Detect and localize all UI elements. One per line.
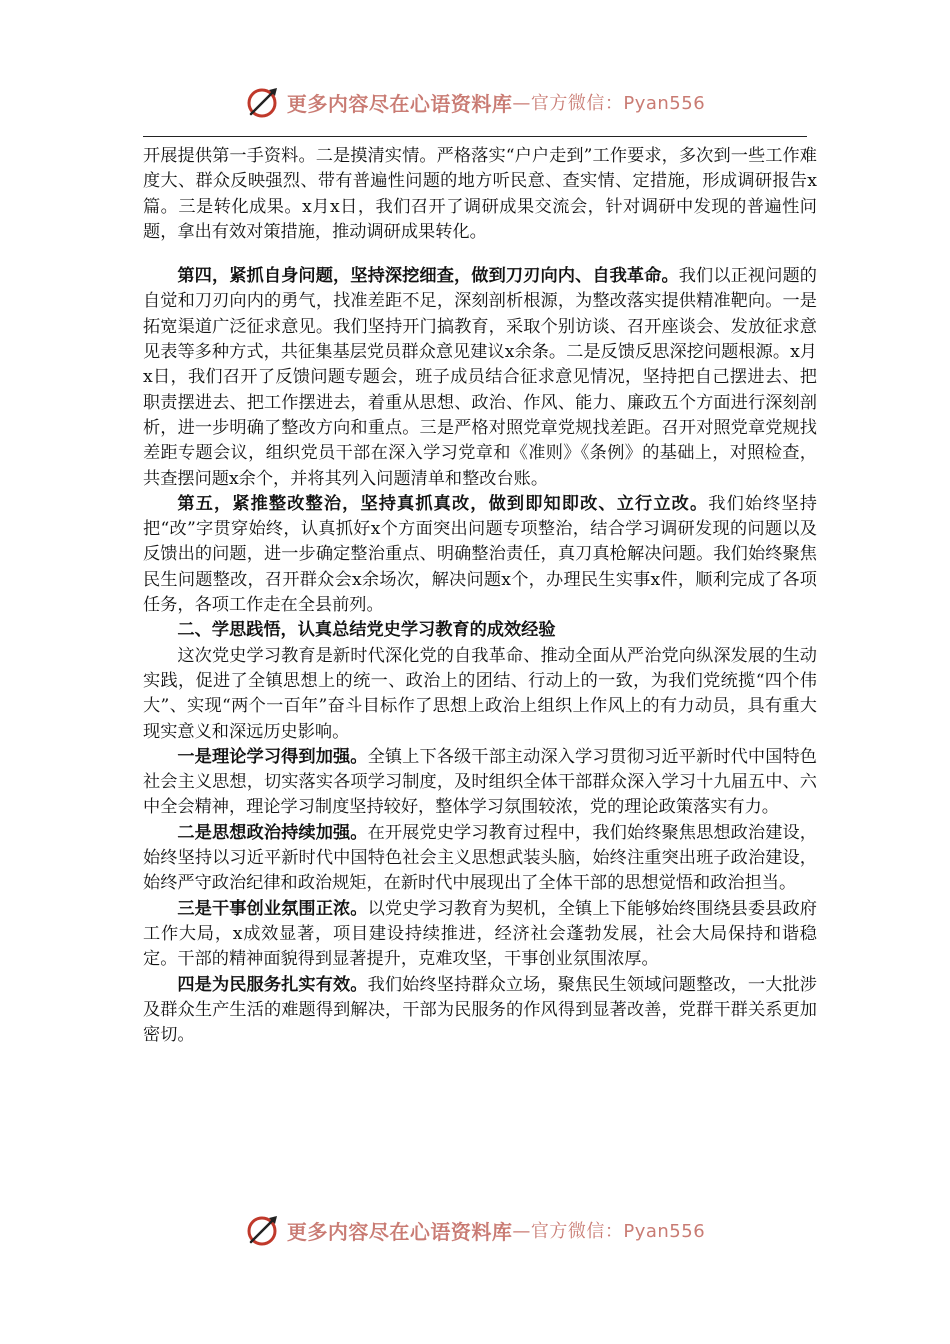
paragraph-lead: 第五，紧推整改整治，坚持真抓真改，做到即知即改、立行立改。 [177,493,709,514]
paragraph-text: 这次党史学习教育是新时代深化党的自我革命、推动全面从严治党向纵深发展的生动实践，促进了全镇思想上的统一、政治上的团结、行动上的一致，为我们党统揽“四个伟大”、实现“两个一百年”奋斗目标作了思想上政治上组织上作风上的有力动员，具有重大现实意义和深远历史影响。 [143,645,817,742]
banner-wechat-id: —官方微信：Pyan556 [512,1221,706,1242]
banner-brand-title: 更多内容尽在心语资料库 [286,91,513,116]
paragraph-text: 我们始终坚持把“改”字贯穿始终，认真抓好x个方面突出问题专项整治，结合学习调研发现的问题以及反馈出的问题，进一步确定整治重点、明确整治责任，真刀真枪解决问题。我们始终聚焦民生问题整改，召开群众会x余场次，解决问题x个，办理民生实事x件，顺利完成了各项任务，各项工作走在全县前列。 [143,493,817,616]
paragraph-lead: 一是理论学习得到加强。 [177,746,368,767]
paragraph-text: 在开展党史学习教育过程中，我们始终聚焦思想政治建设，始终坚持以习近平新时代中国特色社会主义思想武装头脑，始终注重突出班子政治建设，始终严守政治纪律和政治规矩，在新时代中展现出了全体干部的思想觉悟和政治担当。 [143,822,817,894]
paragraph-text: 我们始终坚持群众立场，聚焦民生领域问题整改，一大批涉及群众生产生活的难题得到解决，干部为民服务的作风得到显著改善，党群干群关系更加密切。 [143,974,817,1046]
section-heading [143,618,817,643]
paragraph-8 [143,897,817,973]
paragraph-lead: 三是干事创业氛围正浓。 [177,898,368,919]
document-body [143,144,817,1048]
banner-wechat-id: —官方微信：Pyan556 [512,93,706,114]
pen-logo-icon [245,84,281,120]
paragraph-text: 以党史学习教育为契机，全镇上下能够始终围绕县委县政府工作大局，x成效显著，项目建设持续推进，经济社会蓬勃发展，社会大局保持和谐稳定。干部的精神面貌得到显著提升，克难攻坚，干事创业氛围浓厚。 [143,898,817,970]
paragraph-text: 我们以正视问题的自觉和刀刃向内的勇气，找准差距不足，深刻剖析根源，为整改落实提供精准靶向。一是拓宽渠道广泛征求意见。我们坚持开门搞教育，采取个别访谈、召开座谈会、发放征求意见表等多种方式，共征集基层党员群众意见建议x余条。二是反馈反思深挖问题根源。x月x日，我们召开了反馈问题专题会，班子成员结合征求意见情况，坚持把自己摆进去、把职责摆进去、把工作摆进去，着重从思想、政治、作风、能力、廉政五个方面进行深刻剖析，进一步明确了整改方向和重点。三是严格对照党章党规找差距。召开对照党章党规找差距专题会议，组织党员干部在深入学习党章和《准则》《条例》的基础上，对照检查，共查摆问题x余个，并将其列入问题清单和整改台账。 [143,266,817,489]
paragraph-2 [143,264,817,492]
paragraph-5 [143,644,817,745]
paragraph-6 [143,745,817,821]
paragraph-lead: 第四，紧抓自身问题，坚持深挖细查，做到刀刃向内、自我革命。 [177,266,679,287]
paragraph-lead: 四是为民服务扎实有效。 [177,974,368,995]
paragraph-7 [143,821,817,897]
paragraph-3 [143,492,817,618]
section-heading-text: 二、学思践悟，认真总结党史学习教育的成效经验 [177,620,556,641]
paragraph-text: 开展提供第一手资料。二是摸清实情。严格落实“户户走到”工作要求，多次到一些工作难度大、群众反映强烈、带有普遍性问题的地方听民意、查实情、定措施，形成调研报告x篇。三是转化成果。x月x日，我们召开了调研成果交流会，针对调研中发现的普遍性问题，拿出有效对策措施，推动调研成果转化。 [143,146,817,242]
paragraph-9 [143,973,817,1049]
paragraph-lead: 二是思想政治持续加强。 [177,822,368,843]
header-banner [0,78,950,126]
pen-logo-icon [245,1212,281,1248]
banner-brand-title: 更多内容尽在心语资料库 [286,1219,513,1244]
paragraph-text: 全镇上下各级干部主动深入学习贯彻习近平新时代中国特色社会主义思想，切实落实各项学习制度，及时组织全体干部群众深入学习十九届五中、六中全会精神，理论学习制度坚持较好，整体学习氛围较浓，党的理论政策落实有力。 [143,746,817,818]
footer-banner [0,1206,950,1254]
paragraph-1 [143,144,817,245]
header-divider [143,136,807,137]
